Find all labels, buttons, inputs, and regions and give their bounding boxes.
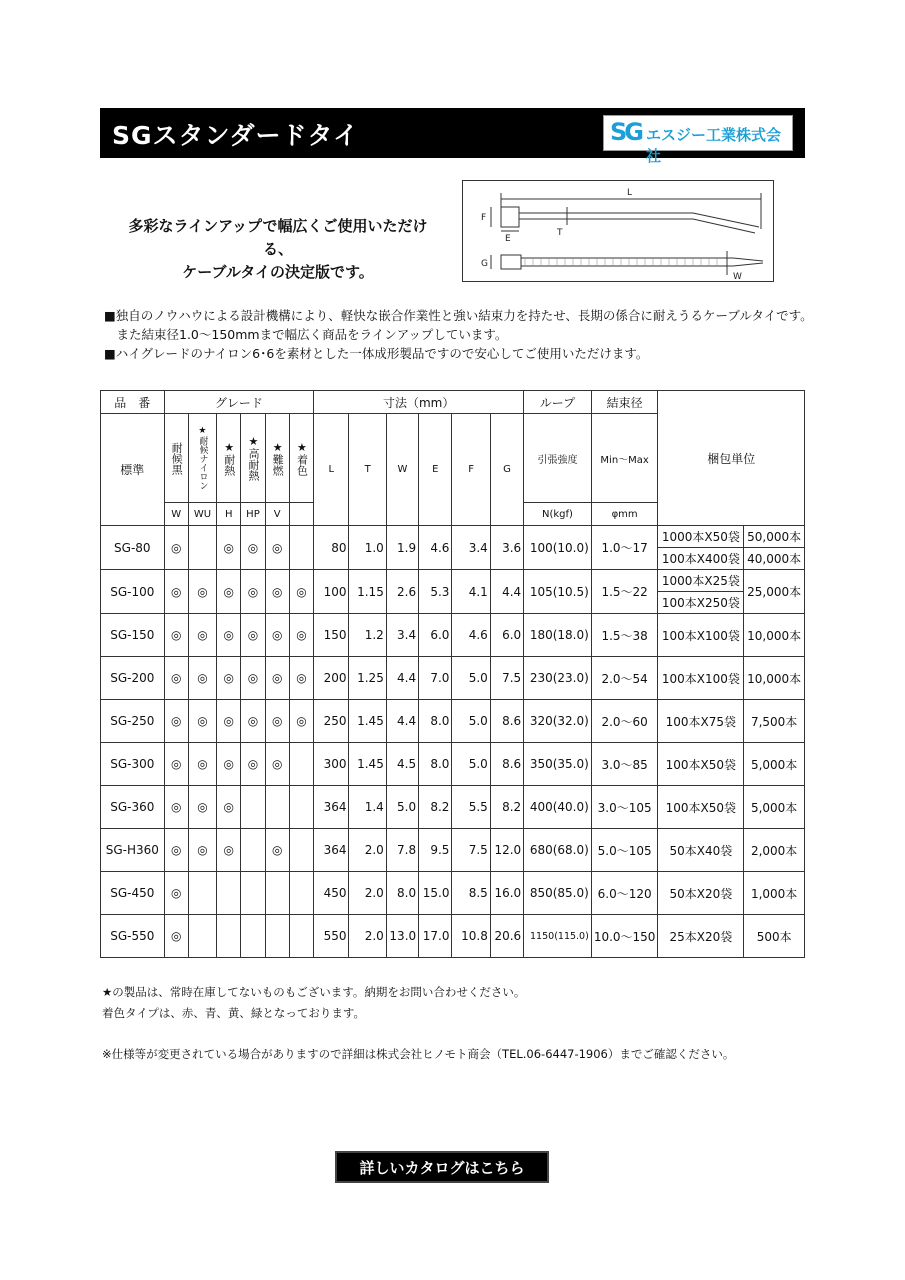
grade-availability: ◎: [164, 829, 188, 872]
grade-availability: [188, 526, 216, 570]
bundle-diameter: 5.0～105: [591, 829, 658, 872]
grade-availability: ◎: [188, 829, 216, 872]
dimension-value: 4.4: [386, 657, 418, 700]
grade-code: WU: [188, 503, 216, 526]
table-row: [101, 829, 805, 872]
bundle-diameter: 1.0～17: [591, 526, 658, 570]
grade-availability: ◎: [164, 614, 188, 657]
grade-code: H: [217, 503, 241, 526]
dimension-value: 4.6: [452, 614, 490, 657]
dimension-value: 5.5: [452, 786, 490, 829]
grade-availability: ◎: [265, 657, 289, 700]
item-number: SG-100: [101, 570, 165, 614]
footnotes: [102, 982, 525, 1024]
grade-name-cell: [289, 414, 313, 503]
dimension-value: 5.0: [452, 657, 490, 700]
dimension-value: 16.0: [490, 872, 523, 915]
grade-name: ★着色: [295, 440, 309, 476]
loop-tensile-strength: 350(35.0): [524, 743, 592, 786]
grade-availability: ◎: [265, 614, 289, 657]
grade-name-cell: [188, 414, 216, 503]
item-number: SG-450: [101, 872, 165, 915]
page-title: SGスタンダードタイ: [112, 121, 360, 150]
bundle-diameter: 10.0～150: [591, 915, 658, 958]
bundle-diameter: 3.0～105: [591, 786, 658, 829]
footnote-stock: ★の製品は、常時在庫してないものもございます。納期をお問い合わせください。: [102, 985, 526, 999]
pack-config: 1000本X50袋: [658, 526, 744, 548]
pack-total: 500本: [744, 915, 805, 958]
pack-total: 40,000本: [744, 548, 805, 570]
bind-unit: φmm: [591, 503, 658, 526]
item-number: SG-360: [101, 786, 165, 829]
grade-availability: ◎: [217, 526, 241, 570]
footnote-contact: ※仕様等が変更されている場合がありますので詳細は株式会社ヒノモト商会（TEL.06-6447-1906）までご確認ください。: [102, 1047, 735, 1061]
dim-label-G: G: [481, 259, 488, 269]
dim-col-L: L: [314, 414, 349, 526]
dimension-value: 450: [314, 872, 349, 915]
pack-total: 25,000本: [744, 570, 805, 614]
header-packing-unit: 梱包単位: [658, 391, 805, 526]
dimension-value: 5.3: [419, 570, 452, 614]
dim-label-L: L: [627, 188, 633, 198]
grade-code: W: [164, 503, 188, 526]
dimension-value: 5.0: [452, 743, 490, 786]
grade-availability: ◎: [164, 743, 188, 786]
dimension-value: 150: [314, 614, 349, 657]
dimension-value: 1.0: [349, 526, 386, 570]
dimension-value: 7.5: [490, 657, 523, 700]
table-row: [101, 872, 805, 915]
grade-availability: ◎: [188, 700, 216, 743]
grade-availability: ◎: [188, 786, 216, 829]
table-row: [101, 570, 805, 592]
grade-name: 耐候黒: [170, 441, 184, 475]
grade-availability: ◎: [164, 700, 188, 743]
table-row: [101, 614, 805, 657]
pack-total: 7,500本: [744, 700, 805, 743]
pack-config: 100本X50袋: [658, 786, 744, 829]
dimension-value: 8.2: [419, 786, 452, 829]
pack-config: 100本X100袋: [658, 614, 744, 657]
intro-line-2: また結束径1.0～150mmまで幅広く商品をラインアップしています。: [104, 327, 508, 342]
dimension-value: 5.0: [386, 786, 418, 829]
dimension-value: 7.8: [386, 829, 418, 872]
dimension-value: 3.4: [386, 614, 418, 657]
grade-availability: ◎: [241, 700, 265, 743]
header-dimensions: 寸法（mm）: [314, 391, 524, 414]
pack-config: 50本X20袋: [658, 872, 744, 915]
bundle-diameter: 2.0～54: [591, 657, 658, 700]
dimension-value: 364: [314, 786, 349, 829]
grade-availability: [217, 872, 241, 915]
dimension-value: 3.4: [452, 526, 490, 570]
header-item: 品 番: [101, 391, 165, 414]
table-row: [101, 657, 805, 700]
grade-name: ★耐候ナイロン: [197, 426, 208, 490]
item-number: SG-200: [101, 657, 165, 700]
grade-availability: ◎: [241, 570, 265, 614]
item-number: SG-250: [101, 700, 165, 743]
loop-tensile-strength: 1150(115.0): [524, 915, 592, 958]
dimension-value: 200: [314, 657, 349, 700]
dimension-value: 13.0: [386, 915, 418, 958]
product-intro: [104, 306, 813, 363]
dimension-value: 1.25: [349, 657, 386, 700]
dimension-value: 12.0: [490, 829, 523, 872]
dimension-value: 4.5: [386, 743, 418, 786]
item-number: SG-550: [101, 915, 165, 958]
dimension-value: 6.0: [419, 614, 452, 657]
dimension-value: 364: [314, 829, 349, 872]
dimension-value: 8.0: [419, 700, 452, 743]
dimension-value: 100: [314, 570, 349, 614]
dimension-value: 1.15: [349, 570, 386, 614]
dimension-value: 3.6: [490, 526, 523, 570]
logo-mark: SG: [610, 118, 641, 146]
dim-label-F: F: [481, 213, 487, 223]
loop-tensile-strength: 105(10.5): [524, 570, 592, 614]
bundle-diameter: 1.5～38: [591, 614, 658, 657]
dimension-value: 10.8: [452, 915, 490, 958]
grade-availability: ◎: [265, 700, 289, 743]
grade-availability: ◎: [265, 526, 289, 570]
loop-tensile-strength: 230(23.0): [524, 657, 592, 700]
grade-name-cell: [241, 414, 265, 503]
table-row: [101, 526, 805, 548]
dimension-value: 300: [314, 743, 349, 786]
grade-availability: ◎: [217, 743, 241, 786]
dim-label-E: E: [505, 234, 511, 244]
dimension-value: 1.4: [349, 786, 386, 829]
dimension-value: 2.6: [386, 570, 418, 614]
loop-tensile-strength: 680(68.0): [524, 829, 592, 872]
grade-availability: ◎: [289, 657, 313, 700]
dimension-value: 4.1: [452, 570, 490, 614]
pack-config: 100本X75袋: [658, 700, 744, 743]
header-standard: 標準: [101, 414, 165, 526]
grade-name: ★難燃: [271, 440, 285, 476]
intro-line-1: ■独自のノウハウによる設計機構により、軽快な嵌合作業性と強い結束力を持たせ、長期の係合に耐えうるケーブルタイです。: [104, 308, 813, 323]
grade-availability: [265, 786, 289, 829]
grade-name-cell: [164, 414, 188, 503]
grade-availability: ◎: [289, 700, 313, 743]
grade-name-cell: [265, 414, 289, 503]
grade-availability: ◎: [265, 743, 289, 786]
table-row: [101, 743, 805, 786]
dimension-value: 5.0: [452, 700, 490, 743]
grade-availability: ◎: [188, 743, 216, 786]
pack-total: 1,000本: [744, 872, 805, 915]
bind-subheader: Min～Max: [591, 414, 658, 503]
grade-availability: ◎: [217, 700, 241, 743]
dimension-value: 15.0: [419, 872, 452, 915]
grade-availability: ◎: [241, 743, 265, 786]
grade-availability: ◎: [241, 526, 265, 570]
pack-total: 10,000本: [744, 657, 805, 700]
dimension-value: 1.45: [349, 743, 386, 786]
grade-availability: [188, 872, 216, 915]
grade-availability: ◎: [217, 786, 241, 829]
grade-availability: [241, 915, 265, 958]
grade-availability: [289, 526, 313, 570]
loop-tensile-strength: 180(18.0): [524, 614, 592, 657]
grade-availability: ◎: [217, 657, 241, 700]
loop-tensile-strength: 850(85.0): [524, 872, 592, 915]
header-bind-diameter: 結束径: [591, 391, 658, 414]
bundle-diameter: 1.5～22: [591, 570, 658, 614]
pack-config: 100本X400袋: [658, 548, 744, 570]
grade-name: ★耐熱: [222, 440, 236, 476]
pack-config: 100本X50袋: [658, 743, 744, 786]
dimension-value: 8.5: [452, 872, 490, 915]
dimension-value: 8.0: [386, 872, 418, 915]
dimension-value: 7.0: [419, 657, 452, 700]
footnote-colors: 着色タイプは、赤、青、黄、緑となっております。: [102, 1006, 366, 1020]
grade-availability: ◎: [289, 570, 313, 614]
grade-availability: ◎: [188, 570, 216, 614]
grade-availability: ◎: [188, 614, 216, 657]
pack-config: 100本X100袋: [658, 657, 744, 700]
bundle-diameter: 3.0～85: [591, 743, 658, 786]
grade-availability: ◎: [164, 526, 188, 570]
item-number: SG-H360: [101, 829, 165, 872]
cable-tie-dimension-diagram: [462, 180, 774, 282]
grade-availability: [289, 786, 313, 829]
dimension-value: 250: [314, 700, 349, 743]
grade-availability: ◎: [265, 829, 289, 872]
bundle-diameter: 6.0～120: [591, 872, 658, 915]
grade-availability: [289, 743, 313, 786]
page-header: [100, 108, 805, 165]
grade-availability: ◎: [164, 570, 188, 614]
cable-tie-drawing: [463, 181, 773, 281]
dimension-value: 2.0: [349, 872, 386, 915]
grade-availability: [265, 915, 289, 958]
dimension-value: 4.4: [386, 700, 418, 743]
grade-availability: ◎: [217, 614, 241, 657]
table-header-row-1: [101, 391, 805, 414]
dimension-value: 17.0: [419, 915, 452, 958]
grade-name-cell: [217, 414, 241, 503]
dimension-value: 2.0: [349, 915, 386, 958]
dimension-value: 550: [314, 915, 349, 958]
table-row: [101, 700, 805, 743]
bundle-diameter: 2.0～60: [591, 700, 658, 743]
table-row: [101, 915, 805, 958]
loop-subheader: 引張強度: [524, 414, 592, 503]
grade-availability: [241, 872, 265, 915]
grade-code: [289, 503, 313, 526]
pack-total: 10,000本: [744, 614, 805, 657]
tagline-line-1: 多彩なラインアップで幅広くご使用いただける、: [128, 217, 428, 258]
dimension-value: 7.5: [452, 829, 490, 872]
grade-availability: [289, 829, 313, 872]
table-row: [101, 786, 805, 829]
item-number: SG-300: [101, 743, 165, 786]
item-number: SG-80: [101, 526, 165, 570]
loop-tensile-strength: 400(40.0): [524, 786, 592, 829]
pack-config: 25本X20袋: [658, 915, 744, 958]
pack-total: 5,000本: [744, 743, 805, 786]
grade-availability: ◎: [265, 570, 289, 614]
grade-availability: ◎: [241, 657, 265, 700]
grade-availability: [289, 872, 313, 915]
grade-availability: ◎: [217, 829, 241, 872]
tagline-line-2: ケーブルタイの決定版です。: [182, 263, 374, 281]
catalog-link-button[interactable]: 詳しいカタログはこちら: [335, 1151, 549, 1183]
loop-unit: N(kgf): [524, 503, 592, 526]
logo-company-name: エスジー工業株式会社: [646, 126, 782, 165]
pack-total: 5,000本: [744, 786, 805, 829]
grade-code: V: [265, 503, 289, 526]
dimension-value: 6.0: [490, 614, 523, 657]
pack-total: 2,000本: [744, 829, 805, 872]
grade-availability: [217, 915, 241, 958]
dimension-value: 1.45: [349, 700, 386, 743]
tagline: [118, 215, 438, 284]
dim-label-T: T: [557, 228, 563, 238]
intro-line-3: ■ハイグレードのナイロン6･6を素材とした一体成形製品ですので安心してご使用いただけます。: [104, 346, 649, 361]
grade-availability: ◎: [217, 570, 241, 614]
dim-col-G: G: [490, 414, 523, 526]
dimension-value: 4.6: [419, 526, 452, 570]
dimension-value: 9.5: [419, 829, 452, 872]
grade-availability: ◎: [188, 657, 216, 700]
dim-col-W: W: [386, 414, 418, 526]
grade-availability: ◎: [164, 786, 188, 829]
dimension-value: 8.6: [490, 700, 523, 743]
pack-total: 50,000本: [744, 526, 805, 548]
dimension-value: 2.0: [349, 829, 386, 872]
pack-config: 100本X250袋: [658, 592, 744, 614]
pack-config: 50本X40袋: [658, 829, 744, 872]
grade-availability: [188, 915, 216, 958]
loop-tensile-strength: 100(10.0): [524, 526, 592, 570]
grade-availability: ◎: [164, 872, 188, 915]
dimension-value: 8.6: [490, 743, 523, 786]
pack-config: 1000本X25袋: [658, 570, 744, 592]
grade-name: ★高耐熱: [246, 435, 260, 481]
dimension-value: 20.6: [490, 915, 523, 958]
grade-availability: [241, 786, 265, 829]
grade-availability: ◎: [241, 614, 265, 657]
dimension-value: 8.2: [490, 786, 523, 829]
grade-availability: [289, 915, 313, 958]
grade-code: HP: [241, 503, 265, 526]
grade-availability: ◎: [164, 915, 188, 958]
loop-tensile-strength: 320(32.0): [524, 700, 592, 743]
grade-availability: [265, 872, 289, 915]
dimension-value: 4.4: [490, 570, 523, 614]
grade-availability: ◎: [289, 614, 313, 657]
dim-col-F: F: [452, 414, 490, 526]
dim-label-W: W: [733, 272, 742, 281]
company-logo: [603, 115, 793, 165]
spec-table: [100, 390, 805, 958]
dimension-value: 1.9: [386, 526, 418, 570]
header-loop: ループ: [524, 391, 592, 414]
grade-availability: ◎: [164, 657, 188, 700]
dim-col-E: E: [419, 414, 452, 526]
dimension-value: 8.0: [419, 743, 452, 786]
header-grade: グレード: [164, 391, 314, 414]
dim-col-T: T: [349, 414, 386, 526]
item-number: SG-150: [101, 614, 165, 657]
dimension-value: 1.2: [349, 614, 386, 657]
grade-availability: [241, 829, 265, 872]
dimension-value: 80: [314, 526, 349, 570]
